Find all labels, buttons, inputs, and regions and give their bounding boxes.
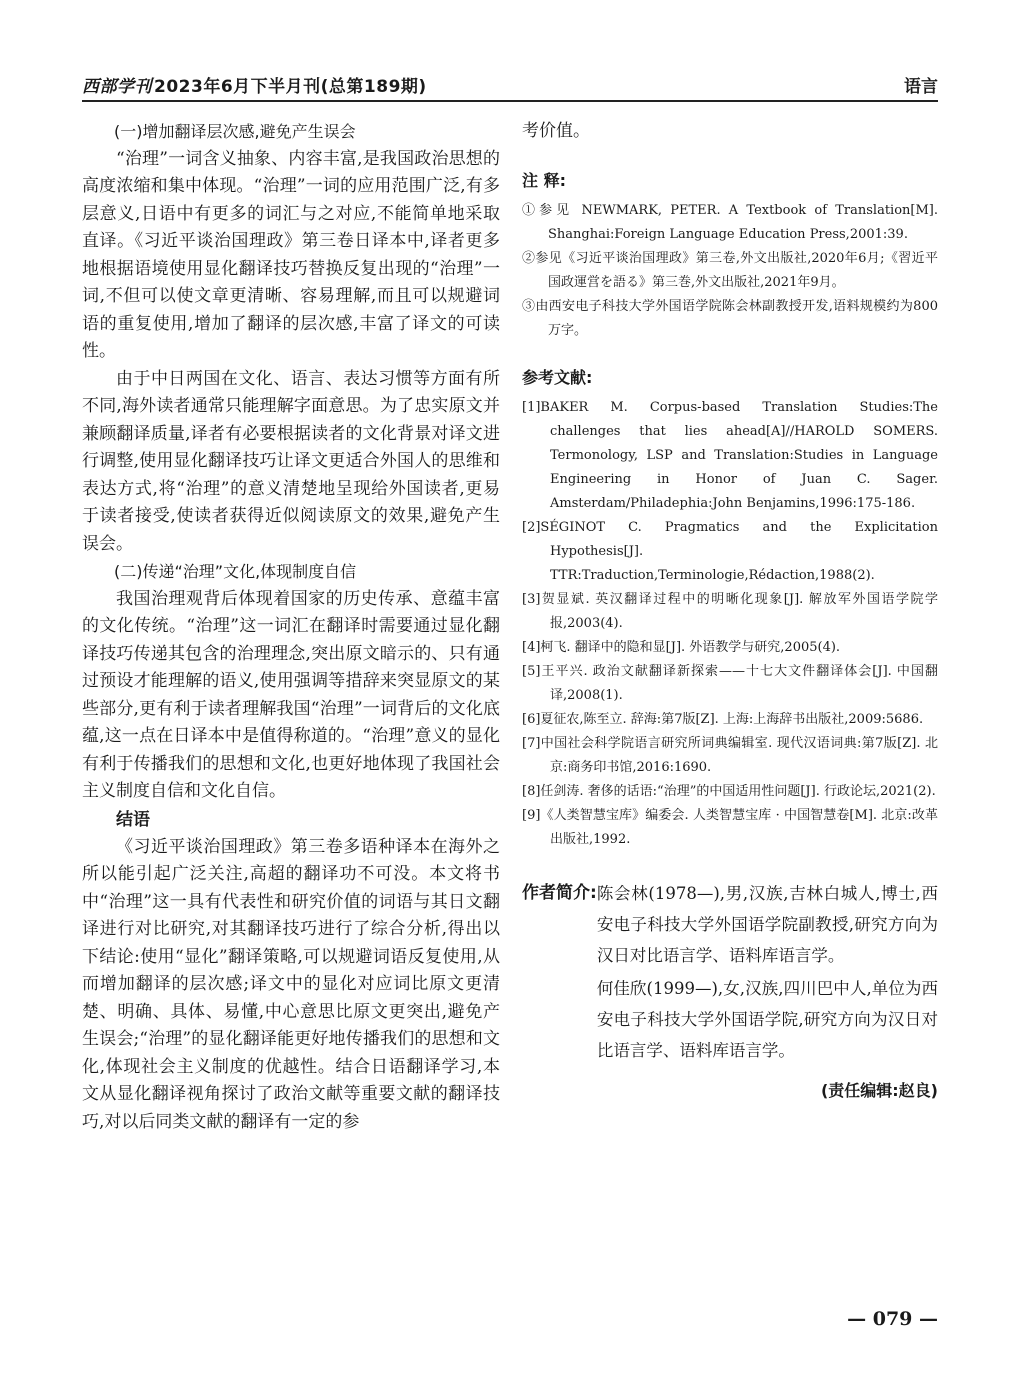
left-column (82, 118, 500, 1136)
paragraph-3: 我国治理观背后体现着国家的历史传承、意蕴丰富的文化传统。“治理”这一词汇在翻译时需要通过显化翻译技巧传递其包含的治理理念,突出原文暗示的、只有通过预设才能理解的语义,使用强调等措辞来突显原文的某些部分,更有利于读者理解我国“治理”一词背后的文化底蕴,这一点在日译本中是值得称道的。“治理”意义的显化有利于传播我们的思想和文化,也更好地体现了我国社会主义制度自信和文化自信。 (82, 588, 500, 801)
paragraph-continued: 考价值。 (522, 121, 590, 141)
page-header (82, 70, 938, 102)
notes-label: 注 释: (522, 170, 566, 190)
section-heading-conclusion: 结语 (116, 809, 150, 830)
responsible-editor: (责任编辑:赵良) (820, 1080, 938, 1100)
author-1: 陈会林(1978—),男,汉族,吉林白城人,博士,西安电子科技大学外国语学院副教授,研究方向为汉日对比语言学、语料库语言学。 (596, 883, 938, 965)
reference-item: [1]BAKER M. Corpus-based Translation Studies:The challenges that lies ahead[A]//HAROLD SOMERS. Termonology, LSP and Translation:Studies in Language Engineering in Honor of Juan C. Sager. Amsterdam/Philadephia:John Benjamins,1996:175-186. (522, 399, 938, 511)
paragraph-4: 《习近平谈治国理政》第三卷多语种译本在海外之所以能引起广泛关注,高超的翻译功不可没。本文将书中“治理”这一具有代表性和研究价值的词语与其日文翻译进行对比研究,对其翻译技巧进行了综合分析,得出以下结论:使用“显化”翻译策略,可以规避词语反复使用,从而增加翻译的层次感;译文中的显化对应词比原文更清楚、明确、具体、易懂,中心意思比原文更突出,避免产生误会;“治理”的显化翻译能更好地传播我们的思想和文化,体现社会主义制度的优越性。结合日语翻译学习,本文从显化翻译视角探讨了政治文献等重要文献的翻译技巧,对以后同类文献的翻译有一定的参 (82, 836, 500, 1132)
issue-info: 2023年6月下半月刊(总第189期) (154, 77, 427, 97)
subheading-1: (一)增加翻译层次感,避免产生误会 (114, 122, 356, 141)
page-number: — 079 — (847, 1308, 938, 1330)
reference-item: [9]《人类智慧宝库》编委会. 人类智慧宝库 · 中国智慧卷[M]. 北京:改革出版社,1992. (522, 807, 938, 847)
author-2: 何佳欣(1999—),女,汉族,四川巴中人,单位为西安电子科技大学外国语学院,研究方向为汉日对比语言学、语料库语言学。 (596, 978, 938, 1060)
reference-item: [8]任剑涛. 奢侈的话语:“治理”的中国适用性问题[J]. 行政论坛,2021(2). (522, 783, 936, 799)
reference-item: [6]夏征农,陈至立. 辞海:第7版[Z]. 上海:上海辞书出版社,2009:5686. (522, 711, 924, 727)
note-item: ①参见 NEWMARK, PETER. A Textbook of Translation[M]. Shanghai:Foreign Language Education Press,2001:39. (522, 202, 938, 242)
author-body (597, 878, 938, 1066)
journal-issue-line (82, 72, 427, 97)
section-tag: 语言 (904, 77, 938, 97)
note-item: ③由西安电子科技大学外国语学院陈会林副教授开发,语料规模约为800万字。 (522, 298, 938, 338)
reference-item: [3]贺显斌. 英汉翻译过程中的明晰化现象[J]. 解放军外国语学院学报,2003(4). (522, 591, 938, 631)
author-label: 作者简介: (522, 882, 597, 903)
journal-logo-text: 西部学刊 (82, 77, 152, 97)
note-item: ②参见《习近平谈治国理政》第三卷,外文出版社,2020年6月;《習近平 国政運営を語る》第三巻,外文出版社,2021年9月。 (522, 250, 938, 290)
author-bio (522, 878, 938, 1066)
reference-item: [7]中国社会科学院语言研究所词典编辑室. 现代汉语词典:第7版[Z]. 北京:商务印书馆,2016:1690. (522, 735, 938, 775)
paragraph-1: “治理”一词含义抽象、内容丰富,是我国政治思想的高度浓缩和集中体现。“治理”一词的应用范围广泛,有多层意义,日语中有更多的词汇与之对应,不能简单地采取直译。《习近平谈治国理政》第三卷日译本中,译者更多地根据语境使用显化翻译技巧替换反复出现的“治理”一词,不但可以使文章更清晰、容易理解,而且可以规避词语的重复使用,增加了翻译的层次感,丰富了译文的可读性。 (82, 148, 500, 361)
reference-item: [4]柯飞. 翻译中的隐和显[J]. 外语教学与研究,2005(4). (522, 639, 841, 655)
subheading-2: (二)传递“治理”文化,体现制度自信 (114, 562, 357, 581)
paragraph-2: 由于中日两国在文化、语言、表达习惯等方面有所不同,海外读者通常只能理解字面意思。为了忠实原文并兼顾翻译质量,译者有必要根据读者的文化背景对译文进行调整,使用显化翻译技巧让译文更适合外国人的思维和表达方式,将“治理”的意义清楚地呈现给外国读者,更易于读者接受,使读者获得近似阅读原文的效果,避免产生误会。 (82, 368, 500, 554)
right-column (522, 118, 938, 1101)
references-label: 参考文献: (522, 367, 593, 387)
reference-item: [5]王平兴. 政治文献翻译新探索——十七大文件翻译体会[J]. 中国翻译,2008(1). (522, 663, 938, 703)
reference-item: [2]SÉGINOT C. Pragmatics and the Explicitation Hypothesis[J]. TTR:Traduction,Terminologie,Rédaction,1988(2). (522, 519, 938, 583)
